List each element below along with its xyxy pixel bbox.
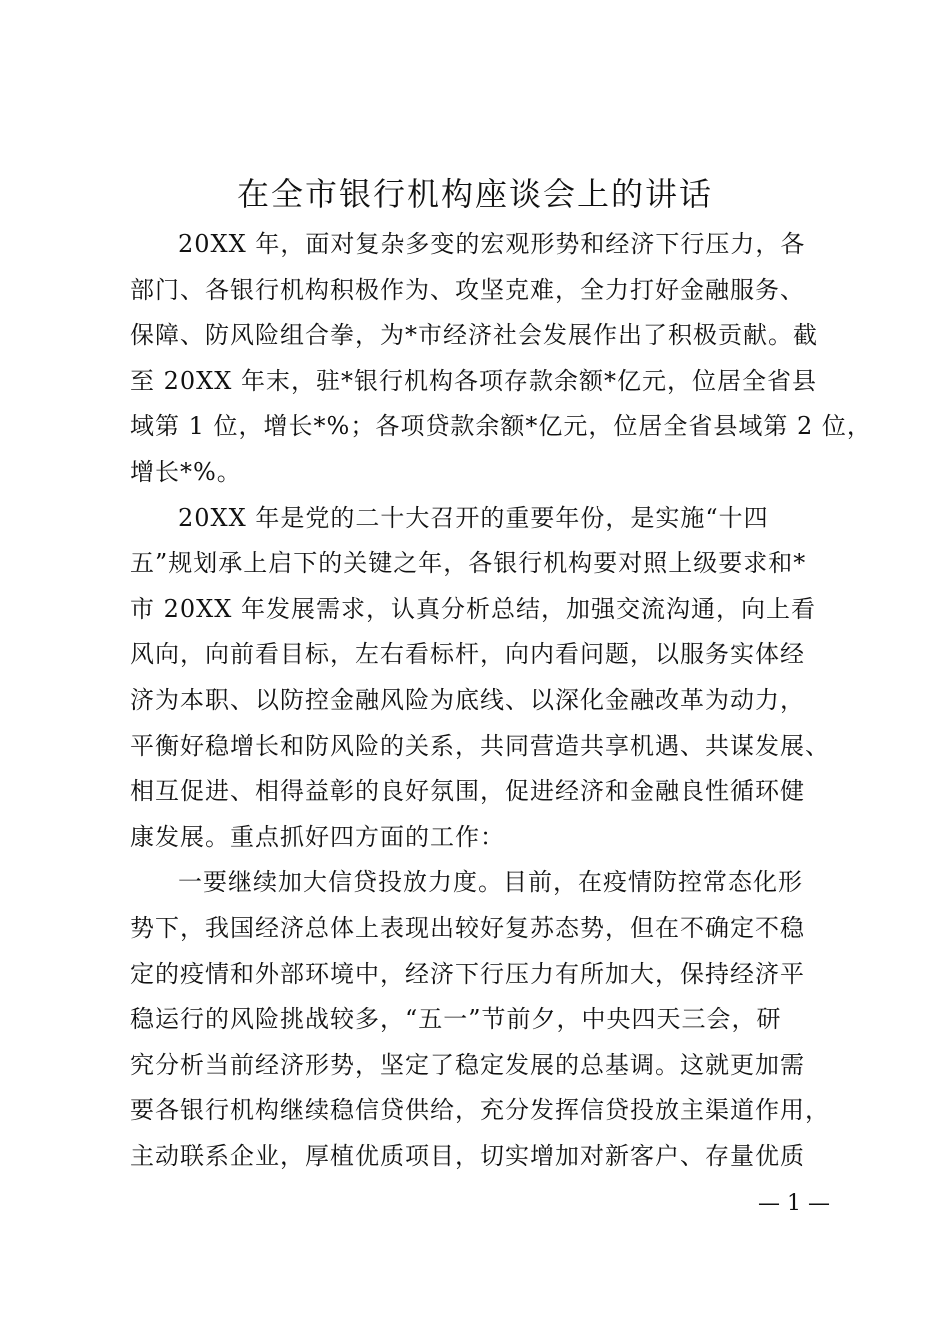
text-line: 势下，我国经济总体上表现出较好复苏态势，但在不确定不稳 bbox=[130, 913, 805, 942]
text-line: 究分析当前经济形势，坚定了稳定发展的总基调。这就更加需 bbox=[130, 1050, 805, 1079]
text-line: 增长*%。 bbox=[130, 457, 242, 486]
text-line: 稳运行的风险挑战较多，“五一”节前夕，中央四天三会，研 bbox=[130, 1005, 782, 1034]
paragraph-3 bbox=[130, 860, 830, 1179]
text-line: 定的疫情和外部环境中，经济下行压力有所加大，保持经济平 bbox=[130, 959, 805, 988]
text-line: 保障、防风险组合拳，为*市经济社会发展作出了积极贡献。截 bbox=[130, 321, 818, 350]
text-line: 风向，向前看目标，左右看标杆，向内看问题，以服务实体经 bbox=[130, 640, 805, 669]
text-line: 市 20XX 年发展需求，认真分析总结，加强交流沟通，向上看 bbox=[130, 594, 816, 623]
document-title: 在全市银行机构座谈会上的讲话 bbox=[236, 175, 713, 213]
text-line: 济为本职、以防控金融风险为底线、以深化金融改革为动力， bbox=[130, 685, 805, 714]
text-line: 平衡好稳增长和防风险的关系，共同营造共享机遇、共谋发展、 bbox=[130, 731, 830, 760]
paragraph-2 bbox=[130, 496, 830, 861]
text-line: 五”规划承上启下的关键之年，各银行机构要对照上级要求和* bbox=[130, 549, 807, 578]
text-line: 一要继续加大信贷投放力度。目前，在疫情防控常态化形 bbox=[178, 868, 803, 897]
text-line: 相互促进、相得益彰的良好氛围，促进经济和金融良性循环健 bbox=[130, 777, 805, 806]
text-line: 康发展。重点抓好四方面的工作： bbox=[130, 822, 505, 851]
text-line: 部门、各银行机构积极作为、攻坚克难，全力打好金融服务、 bbox=[130, 275, 805, 304]
text-line: 要各银行机构继续稳信贷供给，充分发挥信贷投放主渠道作用， bbox=[130, 1096, 830, 1125]
paragraph-1 bbox=[130, 222, 872, 496]
text-line: 至 20XX 年末，驻*银行机构各项存款余额*亿元，位居全省县 bbox=[130, 366, 817, 395]
text-line: 20XX 年是党的二十大召开的重要年份，是实施“十四 bbox=[178, 503, 769, 532]
text-line: 域第 1 位，增长*%；各项贷款余额*亿元，位居全省县域第 2 位， bbox=[130, 412, 872, 441]
document-body bbox=[130, 222, 872, 1179]
text-line: 20XX 年，面对复杂多变的宏观形势和经济下行压力，各 bbox=[178, 230, 806, 258]
page-number: — 1 — bbox=[758, 1191, 830, 1216]
text-line: 主动联系企业，厚植优质项目，切实增加对新客户、存量优质 bbox=[130, 1141, 805, 1170]
